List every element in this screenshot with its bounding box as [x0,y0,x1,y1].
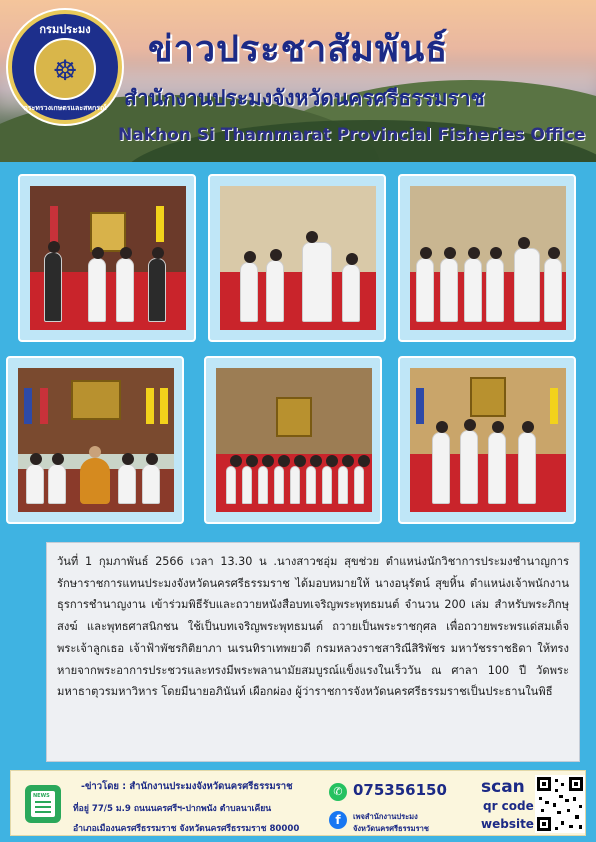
facebook-page-name[interactable]: เพจสำนักงานประมง [353,812,418,821]
logo-bottom-text: กระทรวงเกษตรและสหกรณ์ [23,104,107,112]
photo-frame-1 [18,174,196,342]
facebook-page-province[interactable]: จังหวัดนครศรีธรรมราช [353,824,429,833]
event-photo-3 [410,186,566,330]
website-label: website [481,817,534,831]
logo-top-text: กรมประมง [39,23,91,36]
event-photo-2 [220,186,376,330]
news-body: วันที่ 1 กุมภาพันธ์ 2566 เวลา 13.30 น .นางสาวชอุ่ม สุขช่วย ตำแหน่งนักวิชาการประมงชำนาญการ รักษาราชการแทนประมงจังหวัดนครศรีธรรมราช ได้มอบหมายให้ นางอนุรัตน์ สุขหิ้น ตำแหน่งเจ้าพนักงานธุรการชำนาญงาน เข้าร่วมพิธีรับและถวายหนังสือบทเจริญพระพุทธมนต์ จำนวน 200 เล่ม สำหรับพระภิกษุสงฆ์ และพุทธศาสนิกชน ใช้เป็นบทเจริญพระพุทธมนต์ ถวายเป็นพระราชกุศล เพื่อถวายพระพรแด่สมเด็จพระเจ้าลูกเธอ เจ้าฟ้าพัชรกิติยาภา นเรนทิราเทพยวดี กรมหลวงราชสาริณีสิริพัชร มหาวัชรราชธิดา ให้ทรงหายจากพระอาการประชวรและทรงมีพระพลานามัยสมบูรณ์แข็งแรงในเร็ววัน ณ ศาลา 100 ปี วัดพระมหาธาตุวรมหาวิหาร โดยมีนายอภินันท์ เผือกผ่อง ผู้ว่าราชการจังหวัดนครศรีธรรมราชเป็นประธานในพิธี [46,542,580,762]
photo-frame-3 [398,174,576,342]
address-line-2: อำเภอเมืองนครศรีธรรมราช จังหวัดนครศรีธรรมราช 80000 [73,824,300,834]
news-icon-label: NEWS [33,793,50,799]
phone-icon: ✆ [329,783,347,801]
facebook-icon[interactable]: f [329,811,347,829]
phone-number[interactable]: 075356150 [353,781,447,799]
qr-code-label: qr code [483,799,534,813]
address-line-1: ที่อยู่ 77/5 ม.9 ถนนนครศรีฯ-ปากพนัง ตำบลนาเคียน [73,804,272,814]
photo-frame-4 [6,356,184,524]
department-logo [8,10,122,124]
scan-label: scan [481,777,525,797]
photo-frame-2 [208,174,386,342]
qr-code-icon[interactable] [535,775,585,833]
event-photo-1 [30,186,186,330]
news-by: -ข่าวโดย : สำนักงานประมงจังหวัดนครศรีธรรมราช [81,781,293,792]
office-name-thai: สำนักงานประมงจังหวัดนครศรีธรรมราช [124,86,485,110]
event-photo-6 [410,368,566,512]
emblem-icon: ☸ [34,38,96,100]
photo-frame-5 [204,356,382,524]
photo-frame-6 [398,356,576,524]
event-photo-4 [18,368,174,512]
office-name-english: Nakhon Si Thammarat Provincial Fisheries Office [118,125,586,145]
header-banner [0,0,596,162]
news-icon [25,785,61,823]
page-title: ข่าวประชาสัมพันธ์ [148,29,449,70]
footer-contact [10,770,586,836]
event-photo-5 [216,368,372,512]
